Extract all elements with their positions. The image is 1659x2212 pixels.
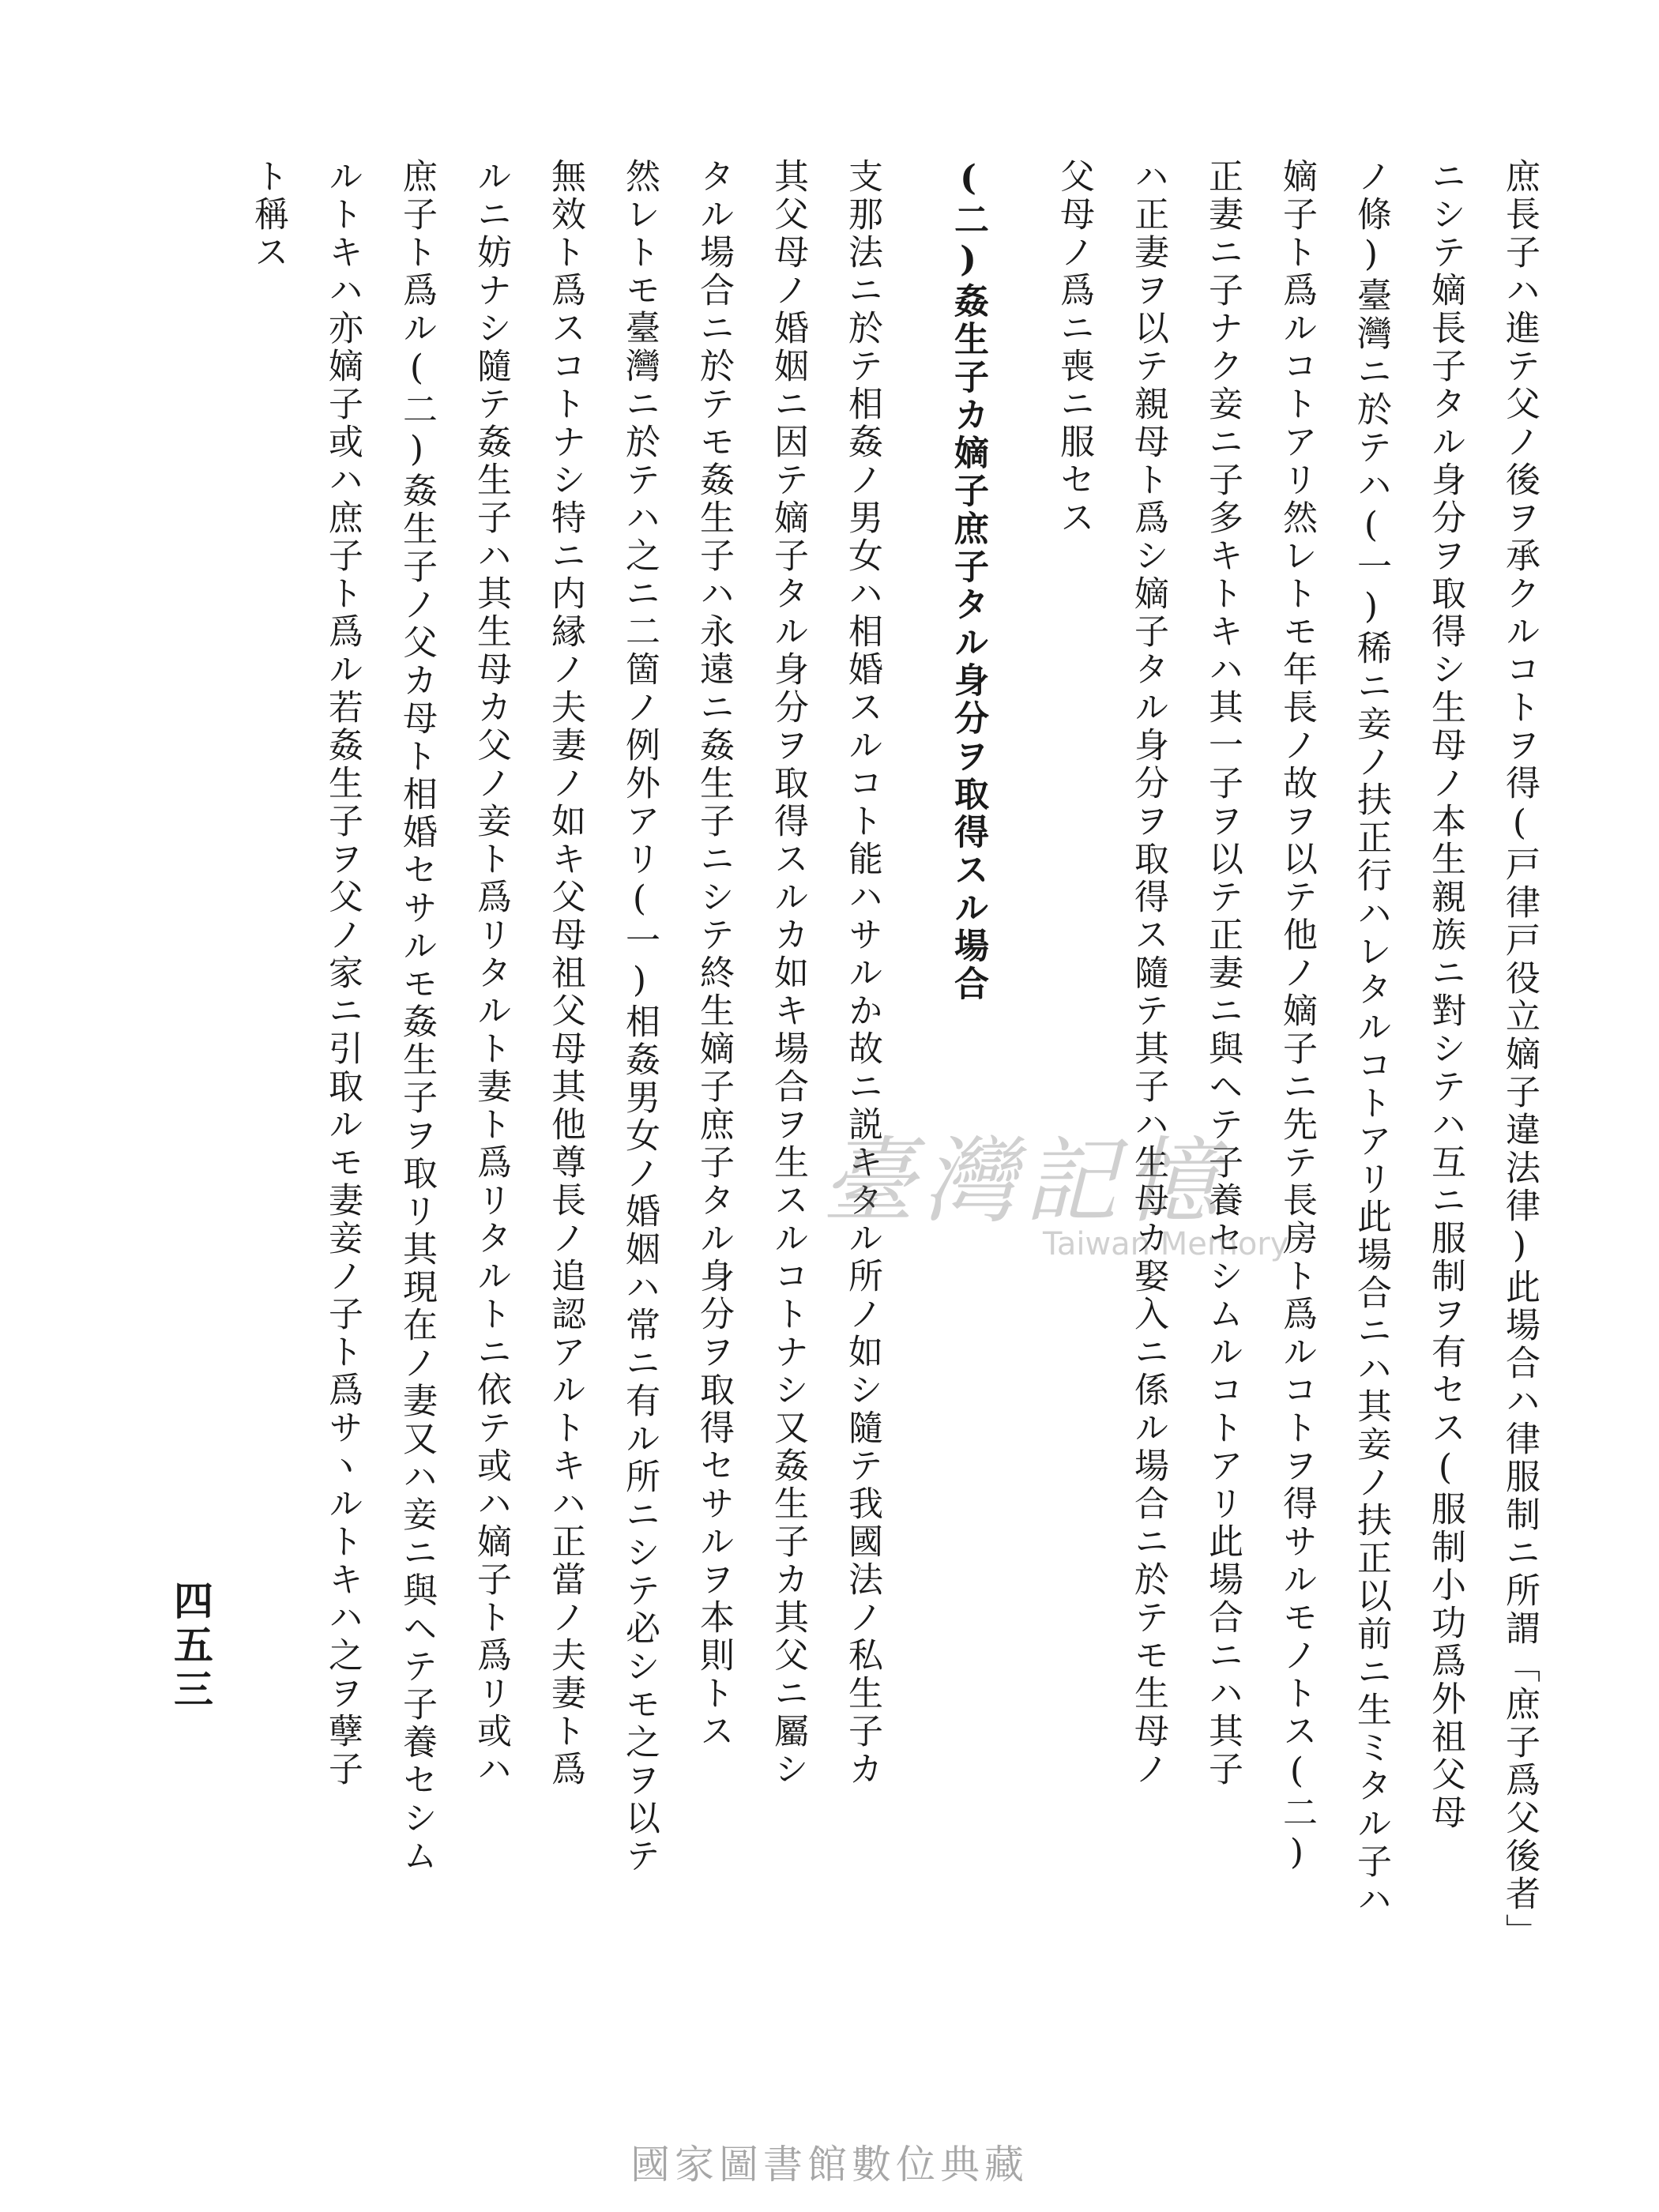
text-column-3: ノ條)臺灣ニ於テハ(一)稀ニ妾ノ扶正行ハレタルコトアリ此場合ニハ其妾ノ扶正以前ニ生ミタル子ハ [1351, 158, 1391, 1919]
watermark-chinese: 臺灣記憶 [822, 1127, 1227, 1236]
text-column-7: 父母ノ爲ニ喪ニ服セス [1054, 158, 1094, 537]
section-heading: (二)姦生子カ嫡子庶子タル身分ヲ取得スル場合 [948, 158, 988, 1003]
text-column-5: 正妻ニ子ナク妾ニ子多キトキハ其一子ヲ以テ正妻ニ與ヘテ子養セシムルコトアリ此場合ニハ其子 [1202, 158, 1243, 1789]
text-column-1: 庶長子ハ進テ父ノ後ヲ承クルコトヲ得(戸律戸役立嫡子違法律)此場合ハ律服制ニ所謂「庶子爲父後者」 [1499, 158, 1540, 1951]
text-column-15: 庶子ト爲ル(二)姦生子ノ父カ母ト相婚セサルモ姦生子ヲ取リ其現在ノ妻又ハ妾ニ與ヘテ子養セシム [397, 158, 437, 1875]
text-column-12: 然レトモ臺灣ニ於テハ之ニ二箇ノ例外アリ(一)相姦男女ノ婚姻ハ常ニ有ル所ニシテ必シモ之ヲ以テ [619, 158, 660, 1875]
text-column-11: タル場合ニ於テモ姦生子ハ永遠ニ姦生子ニシテ終生嫡子庶子タル身分ヲ取得セサルヲ本則トス [694, 158, 734, 1751]
watermark-english: Taiwan Memory [1043, 1226, 1289, 1262]
body-text [182, 158, 1556, 2038]
text-column-10: 其父母ノ婚姻ニ因テ嫡子タル身分ヲ取得スルカ如キ場合ヲ生スルコトナシ又姦生子カ其父ニ屬シ [768, 158, 808, 1789]
text-column-13: 無效ト爲スコトナシ特ニ内縁ノ夫妻ノ如キ父母祖父母其他尊長ノ追認アルトキハ正當ノ夫妻ト爲 [545, 158, 585, 1789]
archive-footer: 國家圖書館數位典藏 [630, 2142, 1029, 2188]
page-number: 四五三 [167, 1580, 214, 1713]
text-column-16: ルトキハ亦嫡子或ハ庶子ト爲ル若姦生子ヲ父ノ家ニ引取ルモ妻妾ノ子ト爲サヽルトキハ之ヲ孽子 [322, 158, 363, 1789]
text-column-17: ト稱ス [248, 158, 288, 272]
text-column-14: ルニ妨ナシ隨テ姦生子ハ其生母カ父ノ妾ト爲リタルト妻ト爲リタルトニ依テ或ハ嫡子ト爲リ或ハ [471, 158, 511, 1789]
text-column-6: ハ正妻ヲ以テ親母ト爲シ嫡子タル身分ヲ取得ス隨テ其子ハ生母カ娶入ニ係ル場合ニ於テモ生母ノ [1128, 158, 1168, 1789]
text-column-2: ニシテ嫡長子タル身分ヲ取得シ生母ノ本生親族ニ對シテハ互ニ服制ヲ有セス(服制小功爲外祖父母 [1425, 158, 1465, 1832]
text-column-9: 支那法ニ於テ相姦ノ男女ハ相婚スルコト能ハサルか故ニ説キタル所ノ如シ隨テ我國法ノ私生子カ [842, 158, 882, 1789]
text-column-4: 嫡子ト爲ルコトアリ然レトモ年長ノ故ヲ以テ他ノ嫡子ニ先テ長房ト爲ルコトヲ得サルモノトス(二) [1277, 158, 1317, 1875]
